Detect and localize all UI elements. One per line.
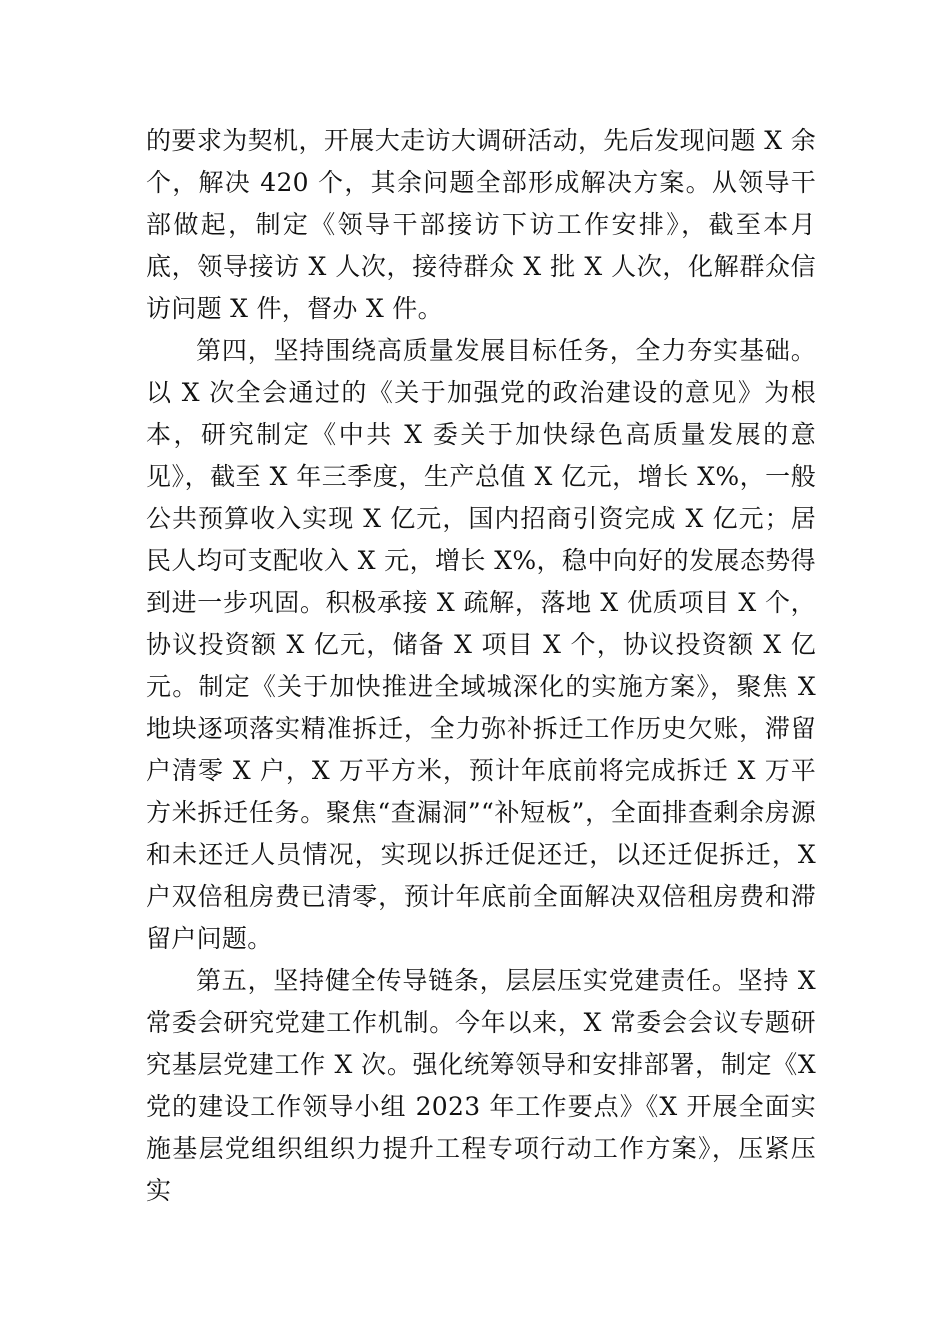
paragraph-3: 第五，坚持健全传导链条，层层压实党建责任。坚持 X 常委会研究党建工作机制。今年以来，X 常委会会议专题研究基层党建工作 X 次。强化统筹领导和安排部署，制定《X 党的建设工作领导小组 2023 年工作要点》《X 开展全面实施基层党组织组织力提升工程专项行动工作方案》，压紧压实 xyxy=(146,966,816,1205)
document-body xyxy=(146,120,816,1212)
paragraph-2: 第四，坚持围绕高质量发展目标任务，全力夯实基础。以 X 次全会通过的《关于加强党的政治建设的意见》为根本，研究制定《中共 X 委关于加快绿色高质量发展的意见》，截至 X 年三季度，生产总值 X 亿元，增长 X%，一般公共预算收入实现 X 亿元，国内招商引资完成 X 亿元；居民人均可支配收入 X 元，增长 X%，稳中向好的发展态势得到进一步巩固。积极承接 X 疏解，落地 X 优质项目 X 个，协议投资额 X 亿元，储备 X 项目 X 个，协议投资额 X 亿元。制定《关于加快推进全域城深化的实施方案》，聚焦 X 地块逐项落实精准拆迁，全力弥补拆迁工作历史欠账，滞留户清零 X 户，X 万平方米，预计年底前将完成拆迁 X 万平方米拆迁任务。聚焦“查漏洞”“补短板”，全面排查剩余房源和未还迁人员情况，实现以拆迁促还迁，以还迁促拆迁，X 户双倍租房费已清零，预计年底前全面解决双倍租房费和滞留户问题。 xyxy=(146,336,816,953)
paragraph-1: 的要求为契机，开展大走访大调研活动，先后发现问题 X 余个，解决 420 个，其余问题全部形成解决方案。从领导干部做起，制定《领导干部接访下访工作安排》，截至本月底，领导接访 X 人次，接待群众 X 批 X 人次，化解群众信访问题 X 件，督办 X 件。 xyxy=(146,126,816,323)
